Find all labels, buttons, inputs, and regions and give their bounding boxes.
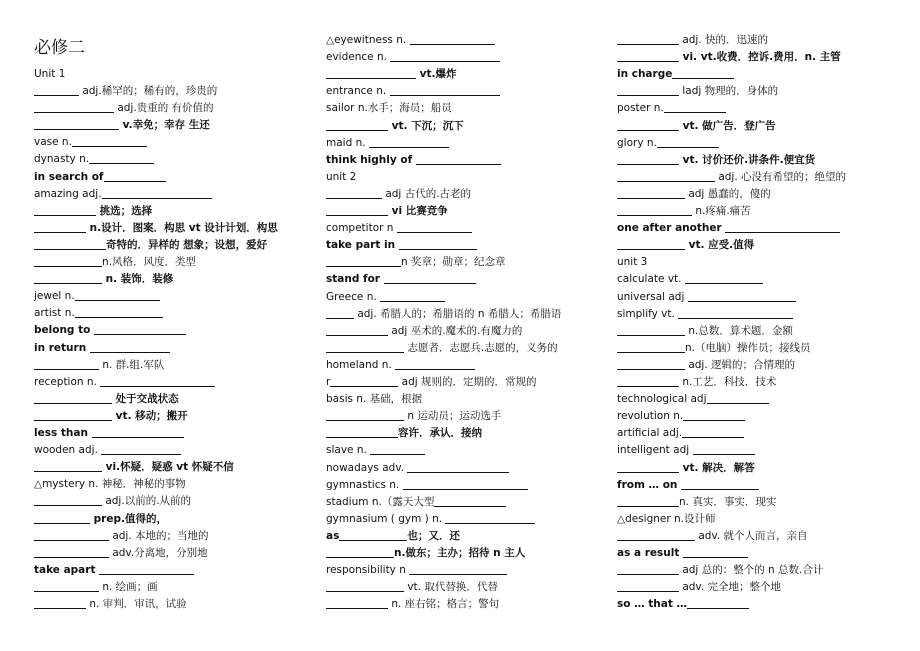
vocab-entry: [34, 562, 194, 578]
entry-text: so … that …: [617, 598, 688, 611]
vocab-entry: [617, 579, 781, 595]
vocab-entry: [326, 511, 535, 527]
answer-blank[interactable]: [617, 118, 679, 131]
vocab-entry: [617, 408, 745, 424]
answer-blank[interactable]: [34, 237, 106, 250]
vocab-entry: [617, 66, 734, 82]
answer-blank[interactable]: [326, 306, 354, 319]
entry-text: r: [326, 376, 331, 388]
vocab-entry: [326, 374, 537, 390]
vocab-entry: [326, 186, 471, 202]
vocab-entry: [617, 289, 796, 305]
vocab-entry: [617, 220, 840, 236]
answer-blank[interactable]: [688, 289, 796, 302]
entry-text: in charge: [617, 68, 673, 81]
vocab-entry: [34, 528, 209, 544]
vocab-entry: [326, 306, 561, 322]
entry-text: n.风格．风度．类型: [102, 256, 196, 268]
answer-blank[interactable]: [617, 562, 679, 575]
entry-text: stadium n.（露天大型: [326, 495, 435, 508]
vocab-entry: [617, 323, 793, 339]
vocab-entry: [326, 545, 525, 561]
answer-blank[interactable]: [102, 186, 212, 199]
answer-blank[interactable]: [34, 459, 102, 472]
entry-text: vi. vt.收费．控诉.费用．n. 主管: [679, 51, 841, 64]
entry-text: evidence n.: [326, 51, 391, 64]
entry-text: take apart: [34, 563, 100, 576]
answer-blank[interactable]: [664, 100, 726, 113]
vocab-entry: [326, 323, 522, 339]
entry-text: △designer n.设计师: [617, 512, 716, 525]
answer-blank[interactable]: [657, 135, 719, 148]
answer-blank[interactable]: [617, 83, 679, 96]
entry-text: vi.怀疑．疑惑 vt 怀疑不信: [102, 461, 234, 474]
answer-blank[interactable]: [407, 460, 509, 473]
answer-blank[interactable]: [617, 49, 679, 62]
vocab-entry: [326, 391, 422, 407]
vocab-entry: [617, 135, 719, 151]
entry-text: adj 总的：整个的 n 总数.合计: [679, 564, 824, 577]
vocab-entry: [617, 511, 716, 527]
vocab-entry: [34, 442, 181, 458]
entry-text: n.工艺．科技．技术: [679, 376, 777, 388]
entry-text: revolution n.: [617, 410, 684, 423]
answer-blank[interactable]: [34, 117, 119, 130]
entry-text: gymnasium ( gym ) n.: [326, 512, 446, 525]
entry-text: n. 真实．事实．现实: [679, 495, 777, 508]
vocab-entry: [617, 494, 776, 510]
entry-text: entrance n.: [326, 85, 390, 98]
entry-text: belong to: [34, 324, 94, 337]
vocab-entry: [326, 340, 558, 356]
unit-heading: Unit 1: [34, 68, 66, 80]
answer-blank[interactable]: [370, 442, 425, 455]
answer-blank[interactable]: [707, 391, 769, 404]
answer-blank[interactable]: [617, 186, 685, 199]
vocab-entry: [34, 493, 191, 509]
vocab-entry: [617, 100, 726, 116]
answer-blank[interactable]: [100, 374, 215, 387]
entry-text: n.（电脑）操作员；接线员: [685, 341, 811, 354]
entry-text: 奇特的．异样的 想象；设想，爱好: [106, 238, 268, 251]
entry-text: vi 比赛竞争: [388, 205, 448, 217]
answer-blank[interactable]: [104, 169, 166, 182]
answer-blank[interactable]: [693, 442, 755, 455]
entry-text: stand for: [326, 273, 384, 286]
answer-blank[interactable]: [685, 271, 763, 284]
entry-text: n. 绘画；画: [99, 580, 158, 593]
vocab-entry: [617, 374, 776, 390]
vocab-entry: [617, 340, 811, 356]
answer-blank[interactable]: [617, 169, 715, 182]
answer-blank[interactable]: [617, 494, 679, 507]
entry-text: universal adj: [617, 290, 688, 303]
answer-blank[interactable]: [445, 511, 535, 524]
vocab-entry: [326, 220, 472, 236]
answer-blank[interactable]: [682, 425, 744, 438]
vocab-entry: [34, 151, 154, 167]
vocab-entry: [617, 49, 841, 65]
entry-text: technological adj: [617, 393, 707, 406]
entry-text: n.总数．算术题．金额: [685, 324, 793, 337]
entry-text: from … on: [617, 478, 682, 491]
entry-text: vt. 解决．解答: [679, 461, 755, 474]
vocab-entry: [326, 528, 460, 544]
vocab-entry: [34, 134, 147, 150]
vocab-entry: [617, 596, 749, 612]
answer-blank[interactable]: [326, 254, 401, 267]
vocab-entry: [617, 32, 768, 48]
vocab-entry: [34, 408, 188, 424]
vocab-entry: [34, 579, 158, 595]
answer-blank[interactable]: [617, 32, 679, 45]
answer-blank[interactable]: [399, 237, 477, 250]
answer-blank[interactable]: [75, 288, 160, 301]
answer-blank[interactable]: [34, 596, 86, 609]
answer-blank[interactable]: [326, 596, 388, 609]
vocab-entry: [34, 340, 170, 356]
entry-text: prep.值得的，: [90, 512, 167, 525]
answer-blank[interactable]: [410, 32, 495, 45]
answer-blank[interactable]: [99, 562, 194, 575]
vocab-entry: [326, 425, 482, 441]
vocab-entry: [326, 494, 506, 510]
entry-text: vt. 下沉；沉下: [388, 119, 464, 132]
vocab-entry: [617, 254, 647, 270]
vocab-entry: [617, 391, 769, 407]
answer-blank[interactable]: [34, 493, 102, 506]
entry-text: adj.贵重的 有价值的: [114, 102, 214, 115]
vocab-entry: [326, 271, 476, 287]
entry-text: 容许．承认．接纳: [398, 427, 482, 440]
answer-blank[interactable]: [380, 289, 445, 302]
entry-text: n 运动员；运动选手: [404, 410, 502, 423]
entry-text: as a result: [617, 547, 684, 559]
vocab-entry: [34, 596, 187, 612]
vocab-entry: [34, 459, 234, 475]
vocab-entry: [34, 237, 267, 253]
entry-text: think highly of: [326, 153, 416, 166]
answer-blank[interactable]: [330, 374, 398, 387]
answer-blank[interactable]: [94, 322, 186, 335]
entry-text: adj 愚蠢的，傻的: [685, 187, 771, 200]
answer-blank[interactable]: [617, 152, 679, 165]
vocab-entry: [617, 186, 771, 202]
entry-text: vt. 应受.值得: [685, 239, 755, 252]
entry-text: competitor n: [326, 222, 397, 235]
vocab-entry: [326, 596, 499, 612]
answer-blank[interactable]: [390, 83, 500, 96]
vocab-entry: [326, 152, 501, 168]
entry-text: basis n. 基础，根据: [326, 393, 423, 406]
answer-blank[interactable]: [678, 306, 793, 319]
vocab-entry: [34, 288, 160, 304]
vocab-entry: [34, 476, 186, 492]
answer-blank[interactable]: [617, 203, 692, 216]
answer-blank[interactable]: [34, 528, 109, 541]
vocab-entry: [617, 442, 755, 458]
vocab-entry: [34, 117, 210, 133]
vocab-entry: [34, 322, 186, 338]
entry-text: amazing adj.: [34, 187, 102, 200]
entry-text: vt. 做广告．登广告: [679, 119, 776, 132]
answer-blank[interactable]: [369, 135, 449, 148]
vocab-entry: [34, 511, 167, 527]
vocab-entry: [617, 425, 744, 441]
answer-blank[interactable]: [390, 49, 500, 62]
entry-text: responsibility n: [326, 564, 410, 577]
answer-blank[interactable]: [384, 271, 476, 284]
entry-text: unit 3: [617, 256, 648, 269]
vocab-entry: [34, 254, 196, 270]
entry-text: adv. 完全地；整个地: [679, 581, 782, 594]
vocab-entry: [34, 357, 164, 373]
answer-blank[interactable]: [90, 340, 170, 353]
vocab-entry: [326, 477, 528, 493]
vocab-entry: [326, 49, 500, 65]
entry-text: in return: [34, 341, 90, 354]
entry-text: vt.爆炸: [416, 68, 457, 81]
entry-text: sailor n.水手；海员；船员: [326, 102, 452, 115]
entry-text: adv. 就个人而言，亲自: [695, 529, 808, 542]
vocab-entry: [617, 203, 751, 219]
answer-blank[interactable]: [326, 186, 382, 199]
vocab-entry: [326, 460, 509, 476]
answer-blank[interactable]: [725, 220, 840, 233]
vocab-entry: [326, 254, 506, 270]
entry-text: 挑选；选择: [96, 204, 153, 217]
entry-text: as: [326, 529, 340, 542]
answer-blank[interactable]: [326, 323, 388, 336]
page-title: 必修二: [34, 38, 85, 58]
vocab-entry: [34, 169, 166, 185]
answer-blank[interactable]: [409, 562, 507, 575]
answer-blank[interactable]: [617, 357, 685, 370]
entry-text: vt. 移动；搬开: [112, 409, 188, 422]
entry-text: n.设计．图案．构思 vt 设计计划．构思: [86, 221, 278, 234]
answer-blank[interactable]: [34, 511, 90, 524]
vocab-entry: [617, 357, 795, 373]
entry-text: 处于交战状态: [112, 392, 179, 405]
entry-text: glory n.: [617, 136, 657, 149]
entry-text: vt. 讨价还价.讲条件.便宜货: [679, 153, 816, 166]
entry-text-tail: adj 规则的．定期的．常规的: [398, 376, 537, 388]
entry-text: △mystery n. 神秘．神秘的事物: [34, 478, 186, 491]
answer-blank[interactable]: [326, 340, 404, 353]
vocab-entry: [34, 203, 152, 219]
answer-blank[interactable]: [34, 271, 102, 284]
vocab-entry: [326, 135, 449, 151]
vocab-entry: [617, 562, 823, 578]
entry-text: n.疼痛.痛苦: [692, 205, 751, 217]
entry-text: adj.以前的.从前的: [102, 495, 192, 508]
answer-blank[interactable]: [434, 494, 506, 507]
vocab-entry: [34, 271, 173, 287]
entry-text: adj. 逻辑的；合情理的: [685, 358, 796, 371]
vocab-entry: [617, 528, 808, 544]
vocab-entry: [617, 83, 778, 99]
entry-text: simplify vt.: [617, 307, 679, 320]
vocab-entry: [326, 562, 507, 578]
vocab-entry: [617, 152, 815, 168]
vocab-entry: [326, 357, 475, 373]
vocab-entry: [617, 237, 754, 253]
entry-text: calculate vt.: [617, 273, 685, 286]
answer-blank[interactable]: [75, 305, 163, 318]
entry-text: n. 群.组.军队: [99, 358, 165, 371]
vocab-entry: [34, 545, 208, 561]
entry-text: in search of: [34, 170, 104, 183]
entry-text: dynasty n.: [34, 153, 90, 166]
vocab-entry: [34, 220, 278, 236]
entry-text: maid n.: [326, 136, 369, 149]
answer-blank[interactable]: [326, 408, 404, 421]
entry-text: jewel n.: [34, 290, 75, 303]
answer-blank[interactable]: [34, 220, 86, 233]
vocab-entry: [617, 477, 759, 493]
vocab-entry: [34, 186, 212, 202]
vocab-entry: [34, 391, 179, 407]
answer-blank[interactable]: [92, 425, 184, 438]
vocab-entry: [34, 83, 217, 99]
answer-blank[interactable]: [683, 408, 745, 421]
vocab-entry: [617, 460, 755, 476]
vocab-entry: [617, 306, 793, 322]
entry-text: adj 巫术的.魔术的.有魔力的: [388, 324, 523, 337]
vocab-entry: [326, 83, 500, 99]
answer-blank[interactable]: [101, 442, 181, 455]
vocab-entry: [326, 100, 452, 116]
vocab-entry: [326, 408, 501, 424]
answer-blank[interactable]: [326, 545, 394, 558]
entry-text: unit 2: [326, 170, 357, 183]
vocab-entry: [326, 169, 356, 185]
answer-blank[interactable]: [617, 374, 679, 387]
vocab-entry: [326, 442, 425, 458]
entry-text: artificial adj.: [617, 427, 683, 440]
entry-text: n 奖章；勋章；纪念章: [401, 256, 506, 269]
entry-text: n.做东；主办；招待 n 主人: [394, 547, 526, 559]
entry-text: ladj 物理的．身体的: [679, 85, 779, 98]
vocab-entry: [617, 545, 748, 561]
answer-blank[interactable]: [326, 66, 416, 79]
entry-text: slave n.: [326, 444, 371, 457]
vocab-entry: [617, 118, 776, 134]
entry-text: adj.稀罕的；稀有的，珍贵的: [79, 85, 218, 97]
answer-blank[interactable]: [672, 66, 734, 79]
entry-text: n. 装饰．装修: [102, 273, 174, 286]
answer-blank[interactable]: [617, 579, 679, 592]
answer-blank[interactable]: [326, 425, 398, 438]
entry-text: n. 座右铭；格言；警句: [388, 598, 500, 611]
vocab-entry: [326, 579, 498, 595]
entry-text: artist n.: [34, 307, 75, 320]
answer-blank[interactable]: [34, 357, 99, 370]
answer-blank[interactable]: [416, 152, 501, 165]
entry-text: nowadays adv.: [326, 461, 408, 474]
answer-blank[interactable]: [617, 340, 685, 353]
entry-text: 志愿者．志愿兵.志愿的，义务的: [404, 341, 558, 354]
entry-text: one after another: [617, 222, 726, 235]
entry-text: v.幸免；幸存 生还: [119, 119, 210, 132]
entry-text: n. 审判．审讯，试验: [86, 598, 187, 610]
vocab-entry: [617, 271, 763, 287]
answer-blank[interactable]: [326, 118, 388, 131]
entry-text: vt. 取代替换．代替: [404, 581, 498, 594]
vocab-entry: [34, 425, 184, 441]
answer-blank[interactable]: [34, 254, 102, 267]
entry-text: intelligent adj: [617, 444, 693, 457]
vocab-entry: [34, 374, 215, 390]
answer-blank[interactable]: [617, 528, 695, 541]
answer-blank[interactable]: [617, 460, 679, 473]
vocab-entry: [326, 32, 495, 48]
entry-text: wooden adj.: [34, 444, 102, 457]
entry-text: homeland n.: [326, 358, 396, 371]
answer-blank[interactable]: [34, 83, 79, 96]
entry-text: △eyewitness n.: [326, 34, 410, 46]
entry-text: adj. 快的．迅速的: [679, 34, 769, 46]
vocab-entry: [34, 305, 163, 321]
entry-text: adj. 心没有希望的；绝望的: [715, 170, 847, 183]
vocab-entry: [326, 118, 464, 134]
vocab-entry: [326, 237, 477, 253]
answer-blank[interactable]: [326, 579, 404, 592]
entry-text: poster n.: [617, 102, 664, 115]
entry-text: adv.分离地，分别地: [109, 546, 208, 559]
answer-blank[interactable]: [683, 545, 748, 558]
vocab-entry: [617, 169, 846, 185]
answer-blank[interactable]: [617, 237, 685, 250]
entry-text: Greece n.: [326, 290, 381, 303]
entry-text: adj. 希腊人的；希腊语的 n 希腊人；希腊语: [354, 307, 562, 320]
vocab-entry: [326, 203, 448, 219]
answer-blank[interactable]: [34, 100, 114, 113]
answer-blank[interactable]: [34, 579, 99, 592]
answer-blank[interactable]: [34, 545, 109, 558]
answer-blank[interactable]: [339, 528, 407, 541]
entry-text: vase n.: [34, 136, 72, 149]
entry-text: adj 古代的.古老的: [382, 187, 472, 200]
vocab-entry: [34, 100, 214, 116]
entry-text: gymnastics n.: [326, 478, 403, 491]
answer-blank[interactable]: [395, 357, 475, 370]
entry-text-tail: 也；又．还: [407, 529, 460, 542]
answer-blank[interactable]: [34, 391, 112, 404]
answer-blank[interactable]: [403, 477, 528, 490]
answer-blank[interactable]: [89, 151, 154, 164]
vocab-entry: [326, 289, 445, 305]
answer-blank[interactable]: [687, 596, 749, 609]
answer-blank[interactable]: [34, 408, 112, 421]
answer-blank[interactable]: [681, 477, 759, 490]
vocab-entry: [326, 66, 457, 82]
answer-blank[interactable]: [72, 134, 147, 147]
entry-text: reception n.: [34, 375, 101, 388]
entry-text: adj. 本地的；当地的: [109, 529, 209, 542]
answer-blank[interactable]: [397, 220, 472, 233]
answer-blank[interactable]: [617, 323, 685, 336]
entry-text: less than: [34, 427, 92, 439]
entry-text: take part in: [326, 239, 399, 252]
answer-blank[interactable]: [326, 203, 388, 216]
answer-blank[interactable]: [34, 203, 96, 216]
